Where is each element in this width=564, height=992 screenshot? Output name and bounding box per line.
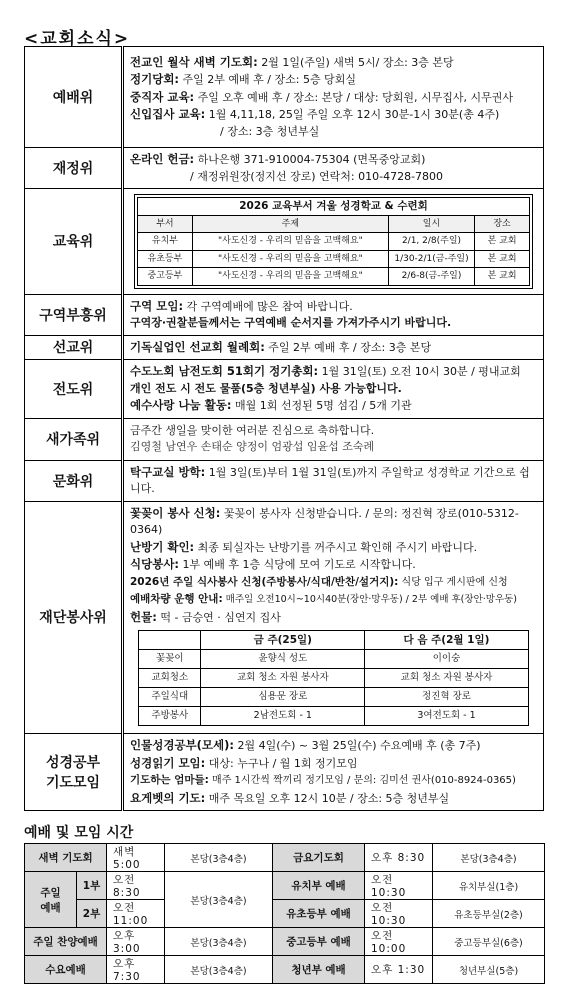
dept-label: 선교위 bbox=[25, 335, 123, 360]
table-row bbox=[25, 844, 545, 872]
row-label: 주일식대 bbox=[139, 688, 201, 707]
table-cell: "사도신경 - 우리의 믿음을 고백해요" bbox=[192, 268, 388, 286]
news-line: 온라인 헌금: 하나은행 371-910004-75304 (면목중앙교회) bbox=[130, 152, 426, 166]
schedule-table bbox=[24, 843, 545, 984]
column-header: 일시 bbox=[388, 215, 474, 233]
table-cell: "사도신경 - 우리의 믿음을 고백해요" bbox=[192, 233, 388, 251]
table-cell: 윤향식 성도 bbox=[201, 650, 365, 669]
column-header: 장소 bbox=[475, 215, 530, 233]
news-line: 금주간 생일을 맞이한 여러분 진심으로 축하합니다. bbox=[130, 423, 375, 437]
news-line: 꽃꽂이 봉사 신청: 꽃꽂이 봉사자 신청받습니다. / 문의: 정진혁 장로(010-5312-0364) bbox=[130, 505, 519, 536]
row-label: 주일 찬양예배 bbox=[25, 928, 107, 956]
table-cell: 유치부 bbox=[138, 233, 193, 251]
table-row bbox=[139, 707, 529, 726]
dept-label: 새가족위 bbox=[25, 418, 123, 460]
table-cell: 3여전도회 - 1 bbox=[365, 707, 529, 726]
table-row bbox=[139, 669, 529, 688]
row-label: 1부 bbox=[77, 872, 107, 900]
place-cell: 본당(3층4층) bbox=[165, 844, 273, 872]
time-cell: 오전 10:30 bbox=[365, 872, 433, 900]
section-content bbox=[123, 189, 544, 295]
table-cell: 교회 청소 자원 봉사자 bbox=[201, 669, 365, 688]
section-content bbox=[123, 501, 544, 734]
news-line: 인물성경공부(모세): 2월 4일(수) ~ 3월 25일(수) 수요예배 후 (총 7주) bbox=[130, 738, 481, 752]
time-cell: 오후 7:30 bbox=[107, 956, 165, 984]
table-row bbox=[25, 956, 545, 984]
education-table bbox=[137, 197, 530, 286]
column-header: 부서 bbox=[138, 215, 193, 233]
time-cell: 오전 8:30 bbox=[107, 872, 165, 900]
news-line: 구역 모임: 각 구역예배에 많은 참여 바랍니다. bbox=[130, 298, 353, 313]
news-line: 난방기 확인: 최종 퇴실자는 난방기를 꺼주시고 확인해 주시기 바랍니다. bbox=[130, 539, 478, 554]
table-cell: 본 교회 bbox=[475, 250, 530, 268]
dept-label: 구역부흥위 bbox=[25, 294, 123, 335]
news-line: / 장소: 3층 청년부실 bbox=[220, 124, 320, 138]
table-cell: 2/6-8(금-주일) bbox=[388, 268, 474, 286]
section-content bbox=[123, 148, 544, 189]
table-row bbox=[25, 928, 545, 956]
news-line: 예배차량 운행 안내: 매주일 오전10시~10시40분(장안·망우동) / 2부 예배 후(장안·망우동) bbox=[130, 593, 518, 605]
section-worship bbox=[25, 47, 544, 148]
row-label: 청년부 예배 bbox=[273, 956, 365, 984]
row-label: 수요예배 bbox=[25, 956, 107, 984]
place-cell: 청년부실(5층) bbox=[433, 956, 545, 984]
dept-label: 전도위 bbox=[25, 360, 123, 419]
row-label: 교회청소 bbox=[139, 669, 201, 688]
table-row bbox=[139, 688, 529, 707]
table-cell: 중고등부 bbox=[138, 268, 193, 286]
section-content bbox=[123, 335, 544, 360]
place-cell: 유초등부실(2층) bbox=[433, 900, 545, 928]
time-cell: 오전 11:00 bbox=[107, 900, 165, 928]
dept-label: 재정위 bbox=[25, 148, 123, 189]
news-line: 헌물: 떡 - 금승연 · 심연지 집사 bbox=[130, 609, 281, 624]
section-content bbox=[123, 360, 544, 419]
news-line: / 재정위원장(정지선 장로) 연락처: 010-4728-7800 bbox=[190, 169, 444, 183]
table-row bbox=[138, 268, 530, 286]
section-newfamily bbox=[25, 418, 544, 460]
news-line: 신입집사 교육: 1월 4,11,18, 25일 주일 오후 12시 30분-1시 30분(총 4주) bbox=[130, 107, 500, 122]
section-content bbox=[123, 734, 544, 811]
time-cell: 오전 10:30 bbox=[365, 900, 433, 928]
education-table-title: 2026 교육부서 겨울 성경학교 & 수련회 bbox=[138, 198, 530, 216]
dept-label: 문화위 bbox=[25, 460, 123, 501]
news-line: 2026년 주일 식사봉사 신청(주방봉사/식대/반찬/설거지): 식당 입구 게시판에 신청 bbox=[130, 575, 508, 588]
time-cell: 오후 1:30 bbox=[365, 956, 433, 984]
table-cell: 1/30-2/1(금-주일) bbox=[388, 250, 474, 268]
table-row bbox=[138, 250, 530, 268]
place-cell: 본당(3층4층) bbox=[165, 928, 273, 956]
section-mission bbox=[25, 335, 544, 360]
dept-label: 재단봉사위 bbox=[25, 501, 123, 734]
section-district bbox=[25, 294, 544, 335]
place-cell: 본당(3층4층) bbox=[433, 844, 545, 872]
section-finance bbox=[25, 148, 544, 189]
table-cell: 2남전도회 - 1 bbox=[201, 707, 365, 726]
dept-label: 성경공부 기도모임 bbox=[25, 734, 123, 811]
table-cell bbox=[139, 631, 201, 650]
row-label: 2부 bbox=[77, 900, 107, 928]
time-cell: 새벽 5:00 bbox=[107, 844, 165, 872]
place-cell: 유치부실(1층) bbox=[433, 872, 545, 900]
table-cell: 이이숭 bbox=[365, 650, 529, 669]
news-line: 전교인 월삭 새벽 기도회: 2월 1일(주일) 새벽 5시/ 장소: 3층 본당 bbox=[130, 54, 454, 69]
row-label: 유초등부 예배 bbox=[273, 900, 365, 928]
news-line: 구역장·권찰분들께서는 구역예배 순서지를 가져가주시기 바랍니다. bbox=[130, 316, 452, 329]
column-header: 금 주(25일) bbox=[201, 631, 365, 650]
news-line: 기도하는 엄마들: 매주 1시간씩 짝끼리 정기모임 / 문의: 김미선 권사(010-8924-0365) bbox=[130, 774, 516, 786]
news-line: 개인 전도 시 전도 물품(5층 청년부실) 사용 가능합니다. bbox=[130, 381, 402, 395]
news-line: 수도노회 남전도회 51회기 정기총회: 1월 31일(토) 오전 10시 30분 / 평내교회 bbox=[130, 364, 521, 378]
column-header: 주제 bbox=[192, 215, 388, 233]
news-line: 성경읽기 모임: 대상: 누구나 / 월 1회 정기모임 bbox=[130, 755, 358, 770]
place-cell: 본당(3층4층) bbox=[165, 872, 273, 928]
news-line: 식당봉사: 1부 예배 후 1층 식당에 모여 기도로 시작합니다. bbox=[130, 557, 416, 571]
table-cell: "사도신경 - 우리의 믿음을 고백해요" bbox=[192, 250, 388, 268]
time-cell: 오전 10:00 bbox=[365, 928, 433, 956]
table-cell: 정진혁 장로 bbox=[365, 688, 529, 707]
table-row bbox=[139, 650, 529, 669]
news-line: 정기당회: 주일 2부 예배 후 / 장소: 5층 당회실 bbox=[130, 72, 356, 87]
news-line: 기독실업인 선교회 월례회: 주일 2부 예배 후 / 장소: 3층 본당 bbox=[130, 339, 432, 354]
table-row bbox=[25, 872, 545, 900]
news-line: 중직자 교육: 주일 오후 예배 후 / 장소: 본당 / 대상: 당회원, 시무집사, 시무권사 bbox=[130, 89, 513, 104]
row-label: 유치부 예배 bbox=[273, 872, 365, 900]
row-label: 꽃꽂이 bbox=[139, 650, 201, 669]
row-label: 주일 예배 bbox=[25, 872, 77, 928]
place-cell: 본당(3층4층) bbox=[165, 956, 273, 984]
column-header: 다 음 주(2월 1일) bbox=[365, 631, 529, 650]
table-cell: 본 교회 bbox=[475, 233, 530, 251]
table-row bbox=[25, 900, 545, 928]
section-bible bbox=[25, 734, 544, 811]
news-line: 예수사랑 나눔 활동: 매월 1회 선정된 5명 섬김 / 5개 기관 bbox=[130, 398, 412, 412]
dept-label: 예배위 bbox=[25, 47, 123, 148]
birthday-names: 김영철 남연우 손태순 양정이 엄광섭 임윤섭 조숙례 bbox=[130, 440, 375, 453]
page-title: <교회소식> bbox=[24, 29, 131, 49]
news-line: 요게벳의 기도: 매주 목요일 오후 12시 10분 / 장소: 5층 청년부실 bbox=[130, 790, 450, 805]
church-news-table bbox=[24, 46, 544, 811]
table-cell: 본 교회 bbox=[475, 268, 530, 286]
time-cell: 오후 3:00 bbox=[107, 928, 165, 956]
section-content bbox=[123, 47, 544, 148]
schedule-title: 예배 및 모임 시간 bbox=[24, 825, 134, 841]
row-label: 주방봉사 bbox=[139, 707, 201, 726]
education-table-box bbox=[134, 194, 533, 289]
section-education bbox=[25, 189, 544, 295]
section-foundation bbox=[25, 501, 544, 734]
table-cell: 심용문 장로 bbox=[201, 688, 365, 707]
time-cell: 오후 8:30 bbox=[365, 844, 433, 872]
section-content bbox=[123, 294, 544, 335]
table-cell: 교회 청소 자원 봉사자 bbox=[365, 669, 529, 688]
dept-label: 교육위 bbox=[25, 189, 123, 295]
table-row bbox=[138, 233, 530, 251]
section-culture bbox=[25, 460, 544, 501]
section-content bbox=[123, 460, 544, 501]
section-evangelism bbox=[25, 360, 544, 419]
table-cell: 유초등부 bbox=[138, 250, 193, 268]
volunteer-table bbox=[138, 630, 529, 726]
place-cell: 중고등부실(6층) bbox=[433, 928, 545, 956]
row-label: 새벽 기도회 bbox=[25, 844, 107, 872]
section-content bbox=[123, 418, 544, 460]
news-line: 탁구교실 방학: 1월 3일(토)부터 1월 31일(토)까지 주일학교 성경학교 기간으로 쉽니다. bbox=[130, 464, 530, 495]
row-label: 중고등부 예배 bbox=[273, 928, 365, 956]
table-cell: 2/1, 2/8(주일) bbox=[388, 233, 474, 251]
row-label: 금요기도회 bbox=[273, 844, 365, 872]
